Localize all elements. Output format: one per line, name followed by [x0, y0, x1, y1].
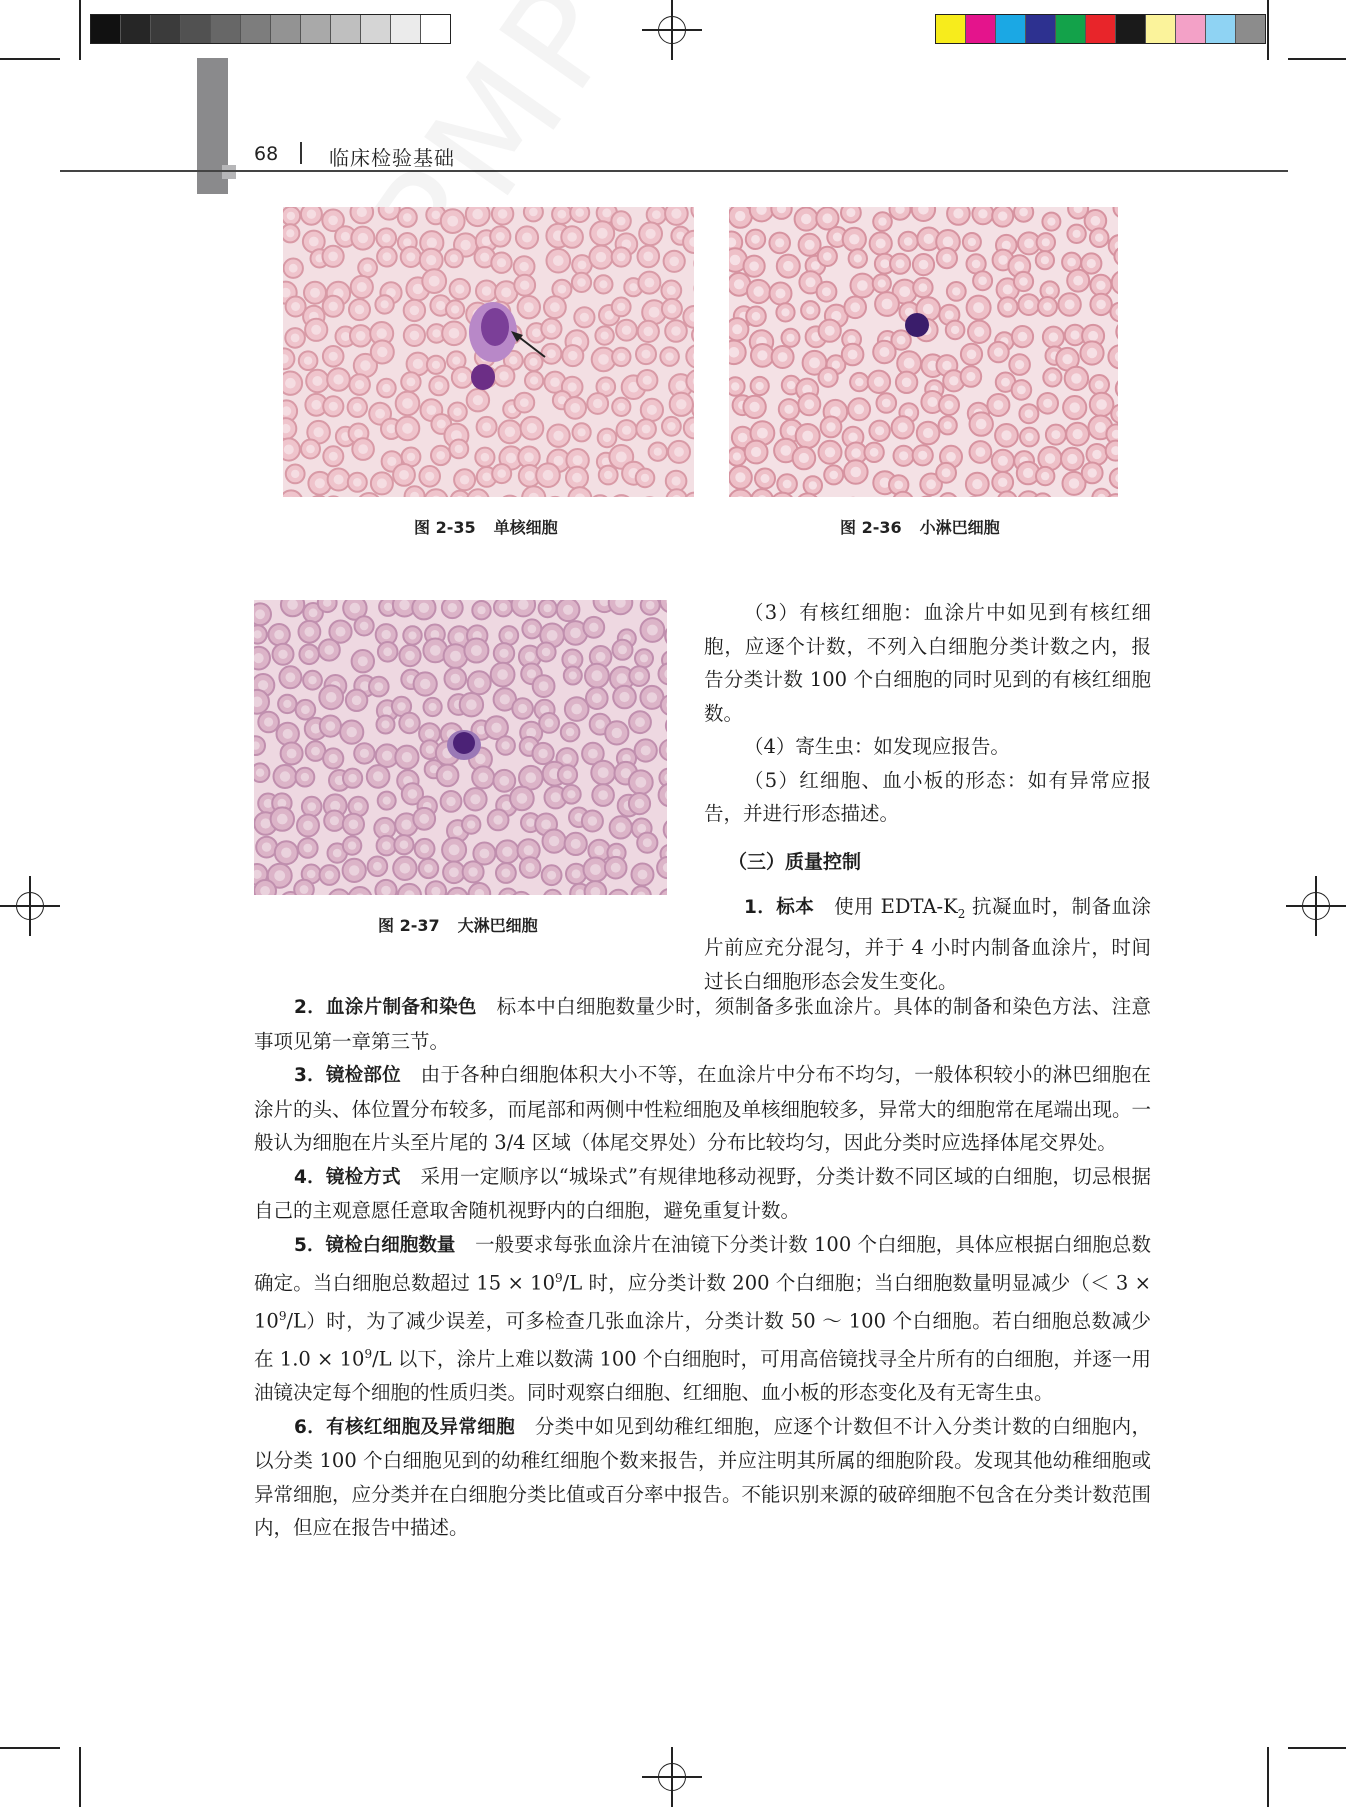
section-heading: （三）质量控制 — [728, 851, 862, 873]
crop-mark — [1267, 1747, 1269, 1807]
color-swatch — [331, 15, 361, 43]
crop-mark — [79, 0, 81, 60]
monocyte-nucleus — [481, 308, 509, 346]
header-rule — [60, 170, 1288, 172]
paragraph-abnormal-cells: 6．有核红细胞及异常细胞 分类中如见到幼稚红细胞，应逐个计数但不计入分类计数的白细胞内，以分类 100 个白细胞见到的幼稚红细胞个数来报告，并应注明其所属的细胞阶段。发现其他幼稚细胞或异常细胞，应分类并在白细胞分类比值或百分率中报告。不能识别来源的破碎细胞不包含在分类计数范围内，但应在报告中描述。 — [254, 1414, 1152, 1539]
platelet-cluster — [471, 364, 495, 390]
crop-mark — [1288, 1747, 1346, 1749]
chapter-tab-corner — [222, 165, 236, 179]
item-heading: 3．镜检部位 — [294, 1065, 401, 1086]
paragraph-morphology: （5）红细胞、血小板的形态：如有异常应报告，并进行形态描述。 — [704, 768, 1151, 825]
color-swatch — [1146, 15, 1176, 43]
figure-caption — [414, 515, 558, 538]
figure-image-large-lymphocyte — [254, 600, 667, 895]
figure-title: 大淋巴细胞 — [457, 916, 538, 935]
color-swatch — [91, 15, 121, 43]
body-text — [254, 990, 1151, 1545]
paragraph-parasites: （4）寄生虫：如发现应报告。 — [744, 735, 1010, 758]
paragraph-wbc-count: 5．镜检白细胞数量 一般要求每张血涂片在油镜下分类计数 100 个白细胞，具体应根据白细胞总数确定。当白细胞总数超过 $15 \times 10^9/L$ 时，应分类计数 200 个白细胞；当白细胞数量明显减少（＜ $3 \times 10^9/L$）时，为了减少误差，可多检查几张血涂片，分类计数 50 ～ 100 个白细胞。若白细胞总数减少在 $1.0 \times 10^9/L$ 以下，涂片上难以数满 100 个白细胞时，可用高倍镜找寻全片所有的白细胞，并逐一用油镜决定每个细胞的性质归类。同时观察白细胞、红细胞、血小板的形态变化及有无寄生虫。 — [254, 1232, 1151, 1404]
crop-mark — [1267, 0, 1269, 60]
crop-mark — [0, 58, 60, 60]
large-lymphocyte-nucleus — [453, 732, 475, 754]
running-header-title: 临床检验基础 — [329, 146, 455, 170]
paragraph-exam-site: 3．镜检部位 由于各种白细胞体积大小不等，在血涂片中分布不均匀，一般体积较小的淋巴细胞在涂片的头、体位置分布较多，而尾部和两侧中性粒细胞及单核细胞较多，异常大的细胞常在尾端出现。一般认为细胞在片头至片尾的 3/4 区域（体尾交界处）分布比较均匀，因此分类时应选择体尾交界处。 — [254, 1063, 1152, 1154]
figure-number: 图 2-35 — [414, 518, 476, 537]
figure-image-small-lymphocyte — [729, 207, 1118, 497]
color-swatch — [271, 15, 301, 43]
color-swatch — [361, 15, 391, 43]
item-heading: 1．标本 — [744, 897, 815, 918]
figure-caption — [840, 515, 1000, 538]
figure-image-monocyte — [283, 207, 694, 497]
crop-mark — [0, 1747, 60, 1749]
item-heading: 5．镜检白细胞数量 — [294, 1234, 456, 1256]
color-swatch — [151, 15, 181, 43]
registration-crosshair — [642, 0, 702, 60]
color-swatch — [1026, 15, 1056, 43]
color-swatch — [241, 15, 271, 43]
figure-caption — [378, 913, 538, 936]
figure-title: 单核细胞 — [493, 518, 558, 537]
color-swatch — [1236, 15, 1265, 43]
color-swatch — [211, 15, 241, 43]
header-separator — [300, 142, 302, 164]
color-swatch — [181, 15, 211, 43]
color-swatch — [1086, 15, 1116, 43]
crop-mark — [1288, 58, 1346, 60]
color-swatch — [121, 15, 151, 43]
process-color-bar — [935, 14, 1266, 44]
color-swatch — [421, 15, 450, 43]
figure-title: 小淋巴细胞 — [919, 518, 1000, 537]
color-swatch — [1056, 15, 1086, 43]
paragraph-smear-prep: 2．血涂片制备和染色 标本中白细胞数量少时，须制备多张血涂片。具体的制备和染色方法、注意事项见第一章第三节。 — [254, 995, 1151, 1053]
color-swatch — [1116, 15, 1146, 43]
item-heading: 2．血涂片制备和染色 — [294, 997, 477, 1018]
registration-crosshair — [0, 876, 60, 936]
color-swatch — [996, 15, 1026, 43]
registration-crosshair — [642, 1747, 702, 1807]
paragraph-specimen: 1．标本 使用 EDTA-$K_2$ 抗凝血时，制备血涂片前应充分混匀，并于 4 小时内制备血涂片，时间过长白细胞形态会发生变化。 — [704, 895, 1152, 993]
paragraph-exam-method: 4．镜检方式 采用一定顺序以“城垛式”有规律地移动视野，分类计数不同区域的白细胞，切忌根据自己的主观意愿任意取舍随机视野内的白细胞，避免重复计数。 — [254, 1164, 1151, 1222]
small-lymphocyte-nucleus — [905, 313, 929, 337]
color-swatch — [1176, 15, 1206, 43]
color-swatch — [391, 15, 421, 43]
item-heading: 6．有核红细胞及异常细胞 — [294, 1416, 516, 1438]
registration-crosshair — [1286, 876, 1346, 936]
color-swatch — [301, 15, 331, 43]
grayscale-color-bar — [90, 14, 451, 44]
color-swatch — [1206, 15, 1236, 43]
color-swatch — [936, 15, 966, 43]
figure-number: 图 2-37 — [378, 916, 440, 935]
figure-number: 图 2-36 — [840, 518, 902, 537]
color-swatch — [966, 15, 996, 43]
page-number: 68 — [254, 143, 279, 165]
paragraph-nucleated-rbc: （3）有核红细胞：血涂片中如见到有核红细胞，应逐个计数，不列入白细胞分类计数之内，报告分类计数 100 个白细胞的同时见到的有核红细胞数。 — [704, 601, 1151, 725]
right-column-text — [704, 596, 1151, 831]
crop-mark — [79, 1747, 81, 1807]
item-heading: 4．镜检方式 — [294, 1166, 401, 1188]
